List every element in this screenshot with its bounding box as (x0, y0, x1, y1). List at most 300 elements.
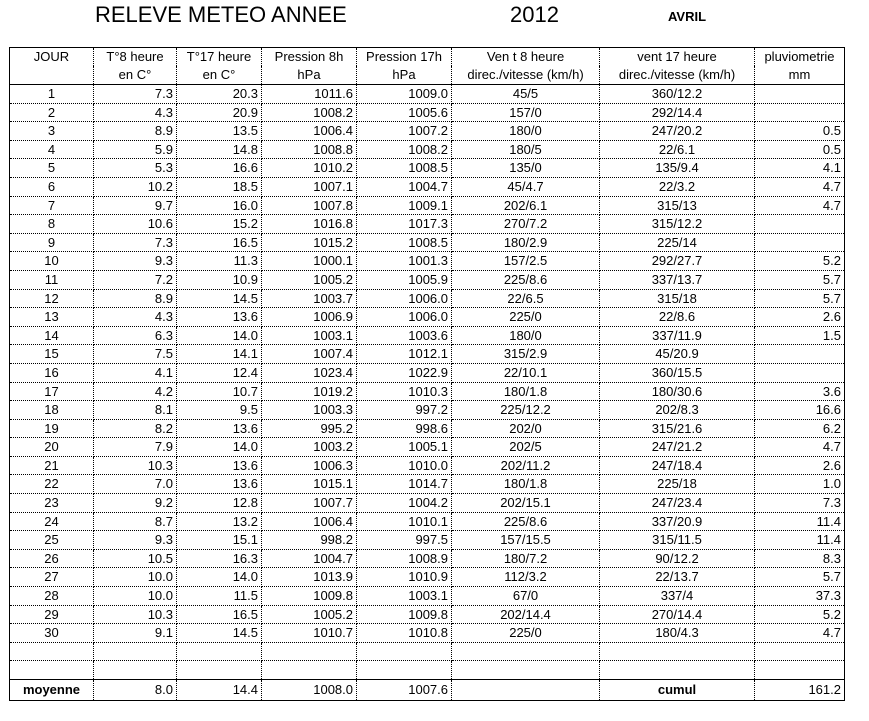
table-row (10, 568, 845, 587)
cell-t17: 16.3 (177, 549, 262, 568)
cell-wind17: 270/14.4 (600, 605, 755, 624)
cell-day: 27 (10, 568, 94, 587)
table-row (10, 549, 845, 568)
cell-t17 (177, 661, 262, 680)
cell-wind8: 202/11.2 (452, 456, 600, 475)
cell-t17: 15.1 (177, 531, 262, 550)
cell-rain: 1.0 (755, 475, 845, 494)
cell-wind17: 247/21.2 (600, 438, 755, 457)
col-t17-unit: en C° (177, 66, 262, 85)
footer-row (10, 680, 845, 701)
cell-t17: 12.4 (177, 363, 262, 382)
cell-day: 20 (10, 438, 94, 457)
table-row (10, 531, 845, 550)
cell-wind8: 315/2.9 (452, 345, 600, 364)
cell-wind8: 202/5 (452, 438, 600, 457)
table-body (10, 85, 845, 680)
cell-t17: 14.0 (177, 438, 262, 457)
cell-p17: 998.6 (357, 419, 452, 438)
cell-p8: 1006.4 (262, 122, 357, 141)
cell-t8: 10.3 (94, 456, 177, 475)
cell-t8: 7.2 (94, 270, 177, 289)
cell-p17: 1009.1 (357, 196, 452, 215)
cell-t17 (177, 642, 262, 661)
cell-t17: 20.9 (177, 103, 262, 122)
cell-wind8: 180/0 (452, 122, 600, 141)
cell-p17: 1010.8 (357, 624, 452, 643)
cell-day: 10 (10, 252, 94, 271)
cell-rain (755, 345, 845, 364)
cell-rain: 4.7 (755, 196, 845, 215)
cell-p17: 1009.0 (357, 85, 452, 104)
cell-rain (755, 233, 845, 252)
cell-rain: 37.3 (755, 587, 845, 606)
cell-t8: 10.2 (94, 177, 177, 196)
cell-t17: 13.5 (177, 122, 262, 141)
cell-t17: 16.0 (177, 196, 262, 215)
cell-p17: 1022.9 (357, 363, 452, 382)
cell-day: 9 (10, 233, 94, 252)
cell-day (10, 661, 94, 680)
col-t8-unit: en C° (94, 66, 177, 85)
cell-day: 11 (10, 270, 94, 289)
cell-wind8 (452, 661, 600, 680)
cell-p17: 1005.1 (357, 438, 452, 457)
cell-p17: 1003.1 (357, 587, 452, 606)
cell-wind8: 202/14.4 (452, 605, 600, 624)
cell-t8: 10.6 (94, 215, 177, 234)
cell-p17: 1004.7 (357, 177, 452, 196)
cell-wind8: 225/12.2 (452, 401, 600, 420)
table-row (10, 642, 845, 661)
cell-wind17: 292/27.7 (600, 252, 755, 271)
col-wind17-header: vent 17 heure (600, 48, 755, 67)
cell-day: 1 (10, 85, 94, 104)
p8-average: 1008.0 (262, 680, 357, 701)
cell-wind17: 315/13 (600, 196, 755, 215)
cell-rain (755, 103, 845, 122)
cell-t8 (94, 642, 177, 661)
table-row (10, 587, 845, 606)
cell-t8: 10.5 (94, 549, 177, 568)
cell-t8: 6.3 (94, 326, 177, 345)
cell-day: 24 (10, 512, 94, 531)
cell-p8: 1006.3 (262, 456, 357, 475)
cell-p17: 1003.6 (357, 326, 452, 345)
cell-p17: 1012.1 (357, 345, 452, 364)
cell-p8: 1019.2 (262, 382, 357, 401)
report-title: RELEVE METEO ANNEE (95, 2, 347, 27)
cell-p8: 1007.1 (262, 177, 357, 196)
cell-wind8: 202/6.1 (452, 196, 600, 215)
cell-rain: 3.6 (755, 382, 845, 401)
cell-wind17: 337/11.9 (600, 326, 755, 345)
cell-t8: 4.3 (94, 308, 177, 327)
table-row (10, 140, 845, 159)
cell-day: 2 (10, 103, 94, 122)
cell-wind17: 247/23.4 (600, 494, 755, 513)
cell-wind8: 225/0 (452, 624, 600, 643)
cell-p8: 1010.7 (262, 624, 357, 643)
cell-t17: 11.5 (177, 587, 262, 606)
cell-wind8: 202/0 (452, 419, 600, 438)
cell-p8: 1008.8 (262, 140, 357, 159)
cell-p8: 1023.4 (262, 363, 357, 382)
cell-t8: 5.9 (94, 140, 177, 159)
cell-day: 15 (10, 345, 94, 364)
cell-wind17: 360/12.2 (600, 85, 755, 104)
cell-t17: 13.6 (177, 475, 262, 494)
cell-wind8: 180/1.8 (452, 475, 600, 494)
table-row (10, 438, 845, 457)
cell-t8: 4.3 (94, 103, 177, 122)
cell-t8: 7.0 (94, 475, 177, 494)
cell-day: 4 (10, 140, 94, 159)
cell-wind17: 202/8.3 (600, 401, 755, 420)
table-row (10, 345, 845, 364)
col-wind8-unit: direc./vitesse (km/h) (452, 66, 600, 85)
cell-rain: 16.6 (755, 401, 845, 420)
cell-wind17: 315/18 (600, 289, 755, 308)
cell-p8: 1008.2 (262, 103, 357, 122)
col-t17-header: T°17 heure (177, 48, 262, 67)
cell-p8: 1007.4 (262, 345, 357, 364)
cell-p17: 1005.6 (357, 103, 452, 122)
cell-t17: 10.7 (177, 382, 262, 401)
table-row (10, 215, 845, 234)
cell-t8 (94, 661, 177, 680)
cell-t8: 10.0 (94, 587, 177, 606)
cell-day: 18 (10, 401, 94, 420)
cell-day: 26 (10, 549, 94, 568)
cell-wind17: 22/13.7 (600, 568, 755, 587)
cell-wind17: 247/20.2 (600, 122, 755, 141)
cell-t8: 8.1 (94, 401, 177, 420)
cell-t8: 5.3 (94, 159, 177, 178)
table-row (10, 624, 845, 643)
cell-t8: 7.3 (94, 85, 177, 104)
cell-p17: 1008.9 (357, 549, 452, 568)
cell-t8: 8.9 (94, 289, 177, 308)
cell-wind8: 157/15.5 (452, 531, 600, 550)
header-row-2 (10, 66, 845, 85)
cell-t17: 10.9 (177, 270, 262, 289)
table-row (10, 475, 845, 494)
cell-wind17: 180/4.3 (600, 624, 755, 643)
cell-p17: 1010.3 (357, 382, 452, 401)
cell-p8: 1009.8 (262, 587, 357, 606)
col-p17-header: Pression 17h (357, 48, 452, 67)
cell-rain: 5.2 (755, 605, 845, 624)
cell-wind17: 337/13.7 (600, 270, 755, 289)
cell-t8: 8.9 (94, 122, 177, 141)
cell-p17: 1008.5 (357, 233, 452, 252)
table-row (10, 85, 845, 104)
cell-wind17: 247/18.4 (600, 456, 755, 475)
cell-wind8: 157/0 (452, 103, 600, 122)
cell-rain: 8.3 (755, 549, 845, 568)
cell-wind8: 225/8.6 (452, 512, 600, 531)
cell-day: 8 (10, 215, 94, 234)
cell-p17: 1006.0 (357, 308, 452, 327)
cell-p8: 1004.7 (262, 549, 357, 568)
cell-rain: 4.1 (755, 159, 845, 178)
cell-day: 5 (10, 159, 94, 178)
cell-p17: 1010.9 (357, 568, 452, 587)
cell-wind8: 180/0 (452, 326, 600, 345)
cell-t17: 16.5 (177, 233, 262, 252)
table-row (10, 661, 845, 680)
wind8-footer (452, 680, 600, 701)
cell-p8: 1015.1 (262, 475, 357, 494)
cell-wind8: 225/8.6 (452, 270, 600, 289)
table-row (10, 456, 845, 475)
report-month: AVRIL (668, 9, 707, 24)
cell-p8: 1015.2 (262, 233, 357, 252)
table-row (10, 159, 845, 178)
cell-wind17: 90/12.2 (600, 549, 755, 568)
cell-p17: 1008.2 (357, 140, 452, 159)
cell-t8: 10.3 (94, 605, 177, 624)
cell-wind8: 202/15.1 (452, 494, 600, 513)
cell-wind17: 360/15.5 (600, 363, 755, 382)
cell-p17: 1006.0 (357, 289, 452, 308)
weather-table (9, 47, 845, 701)
table-row (10, 605, 845, 624)
table-row (10, 382, 845, 401)
average-label: moyenne (10, 680, 94, 701)
cell-day: 3 (10, 122, 94, 141)
cell-wind17: 180/30.6 (600, 382, 755, 401)
cell-t17: 16.6 (177, 159, 262, 178)
cell-t17: 14.0 (177, 568, 262, 587)
cell-wind8: 112/3.2 (452, 568, 600, 587)
cell-t17: 18.5 (177, 177, 262, 196)
cell-day: 22 (10, 475, 94, 494)
cell-wind17: 22/3.2 (600, 177, 755, 196)
cell-p17: 1010.0 (357, 456, 452, 475)
cell-rain: 5.2 (755, 252, 845, 271)
cell-t8: 4.2 (94, 382, 177, 401)
cell-wind17: 337/20.9 (600, 512, 755, 531)
table-row (10, 122, 845, 141)
cell-wind17: 22/8.6 (600, 308, 755, 327)
cell-p8: 1016.8 (262, 215, 357, 234)
cell-rain: 1.5 (755, 326, 845, 345)
cell-day: 17 (10, 382, 94, 401)
cell-rain (755, 661, 845, 680)
cell-t8: 4.1 (94, 363, 177, 382)
cell-wind8: 180/5 (452, 140, 600, 159)
cell-p8: 1010.2 (262, 159, 357, 178)
cell-p17: 1007.2 (357, 122, 452, 141)
cell-p8: 1005.2 (262, 605, 357, 624)
cell-wind17: 315/21.6 (600, 419, 755, 438)
table-row (10, 177, 845, 196)
cell-p8: 1003.2 (262, 438, 357, 457)
cell-wind17: 292/14.4 (600, 103, 755, 122)
table-row (10, 401, 845, 420)
cell-p8: 1007.8 (262, 196, 357, 215)
cell-t8: 7.3 (94, 233, 177, 252)
cell-p17: 1008.5 (357, 159, 452, 178)
cell-wind8: 22/10.1 (452, 363, 600, 382)
cell-t17: 13.6 (177, 456, 262, 475)
cell-p8: 1006.4 (262, 512, 357, 531)
cell-p17: 997.2 (357, 401, 452, 420)
cell-day: 14 (10, 326, 94, 345)
cell-wind8: 22/6.5 (452, 289, 600, 308)
cell-rain: 2.6 (755, 456, 845, 475)
cell-wind17: 45/20.9 (600, 345, 755, 364)
col-p17-unit: hPa (357, 66, 452, 85)
cell-p17 (357, 661, 452, 680)
cell-rain (755, 215, 845, 234)
cell-p8: 998.2 (262, 531, 357, 550)
cell-rain: 5.7 (755, 289, 845, 308)
cell-rain: 2.6 (755, 308, 845, 327)
cell-wind8: 45/4.7 (452, 177, 600, 196)
cell-wind8: 135/0 (452, 159, 600, 178)
cell-t17: 13.2 (177, 512, 262, 531)
table-row (10, 419, 845, 438)
cell-wind8: 67/0 (452, 587, 600, 606)
cumul-label: cumul (600, 680, 755, 701)
cell-t17: 14.5 (177, 289, 262, 308)
cell-p8: 1003.7 (262, 289, 357, 308)
cell-day: 23 (10, 494, 94, 513)
table-row (10, 270, 845, 289)
cell-wind8: 180/2.9 (452, 233, 600, 252)
cell-t17: 13.6 (177, 419, 262, 438)
cell-t17: 11.3 (177, 252, 262, 271)
cell-t8: 9.3 (94, 252, 177, 271)
cell-t8: 9.1 (94, 624, 177, 643)
cell-t17: 20.3 (177, 85, 262, 104)
table-row (10, 494, 845, 513)
cell-rain (755, 363, 845, 382)
cell-day: 28 (10, 587, 94, 606)
table-row (10, 308, 845, 327)
cell-p8: 1000.1 (262, 252, 357, 271)
cell-t8: 7.5 (94, 345, 177, 364)
header-row-1 (10, 48, 845, 67)
report-year: 2012 (510, 2, 559, 27)
cell-rain: 6.2 (755, 419, 845, 438)
table-row (10, 326, 845, 345)
cell-day: 21 (10, 456, 94, 475)
cell-p8 (262, 661, 357, 680)
cell-rain: 7.3 (755, 494, 845, 513)
cell-wind17 (600, 661, 755, 680)
cell-rain: 11.4 (755, 531, 845, 550)
cell-p8: 1003.1 (262, 326, 357, 345)
cell-wind17: 315/11.5 (600, 531, 755, 550)
cell-t17: 13.6 (177, 308, 262, 327)
cell-wind8: 45/5 (452, 85, 600, 104)
rain-total: 161.2 (755, 680, 845, 701)
cell-p8: 1013.9 (262, 568, 357, 587)
cell-rain: 11.4 (755, 512, 845, 531)
cell-t8: 7.9 (94, 438, 177, 457)
cell-p17 (357, 642, 452, 661)
col-rain-unit: mm (755, 66, 845, 85)
cell-p8 (262, 642, 357, 661)
cell-rain (755, 85, 845, 104)
cell-t17: 16.5 (177, 605, 262, 624)
cell-wind17: 315/12.2 (600, 215, 755, 234)
cell-rain (755, 642, 845, 661)
cell-rain: 4.7 (755, 438, 845, 457)
col-t8-header: T°8 heure (94, 48, 177, 67)
cell-wind17: 225/18 (600, 475, 755, 494)
col-rain-header: pluviometrie (755, 48, 845, 67)
cell-day: 29 (10, 605, 94, 624)
col-p8-header: Pression 8h (262, 48, 357, 67)
cell-p8: 1005.2 (262, 270, 357, 289)
cell-p17: 1009.8 (357, 605, 452, 624)
cell-t17: 12.8 (177, 494, 262, 513)
cell-day: 25 (10, 531, 94, 550)
cell-wind17 (600, 642, 755, 661)
cell-rain: 5.7 (755, 568, 845, 587)
cell-t17: 14.8 (177, 140, 262, 159)
col-wind17-unit: direc./vitesse (km/h) (600, 66, 755, 85)
table-row (10, 233, 845, 252)
cell-p8: 995.2 (262, 419, 357, 438)
cell-p17: 1004.2 (357, 494, 452, 513)
cell-day: 19 (10, 419, 94, 438)
table-row (10, 196, 845, 215)
cell-day: 30 (10, 624, 94, 643)
p17-average: 1007.6 (357, 680, 452, 701)
table-row (10, 252, 845, 271)
cell-rain: 0.5 (755, 140, 845, 159)
cell-day: 16 (10, 363, 94, 382)
cell-t8: 9.7 (94, 196, 177, 215)
cell-wind8: 225/0 (452, 308, 600, 327)
cell-wind8: 270/7.2 (452, 215, 600, 234)
cell-day: 6 (10, 177, 94, 196)
cell-p17: 1010.1 (357, 512, 452, 531)
cell-rain: 5.7 (755, 270, 845, 289)
cell-p8: 1006.9 (262, 308, 357, 327)
cell-day: 7 (10, 196, 94, 215)
cell-t8: 10.0 (94, 568, 177, 587)
cell-wind8: 180/7.2 (452, 549, 600, 568)
cell-p17: 1001.3 (357, 252, 452, 271)
cell-wind17: 337/4 (600, 587, 755, 606)
cell-t8: 9.2 (94, 494, 177, 513)
cell-day (10, 642, 94, 661)
cell-wind8: 157/2.5 (452, 252, 600, 271)
cell-t17: 14.0 (177, 326, 262, 345)
col-p8-unit: hPa (262, 66, 357, 85)
cell-p8: 1007.7 (262, 494, 357, 513)
cell-t17: 15.2 (177, 215, 262, 234)
t17-average: 14.4 (177, 680, 262, 701)
cell-wind8 (452, 642, 600, 661)
cell-p8: 1011.6 (262, 85, 357, 104)
cell-wind17: 22/6.1 (600, 140, 755, 159)
cell-t8: 8.7 (94, 512, 177, 531)
table-row (10, 363, 845, 382)
cell-t8: 9.3 (94, 531, 177, 550)
cell-p17: 1017.3 (357, 215, 452, 234)
col-jour-unit (10, 66, 94, 85)
cell-rain: 4.7 (755, 624, 845, 643)
cell-t8: 8.2 (94, 419, 177, 438)
